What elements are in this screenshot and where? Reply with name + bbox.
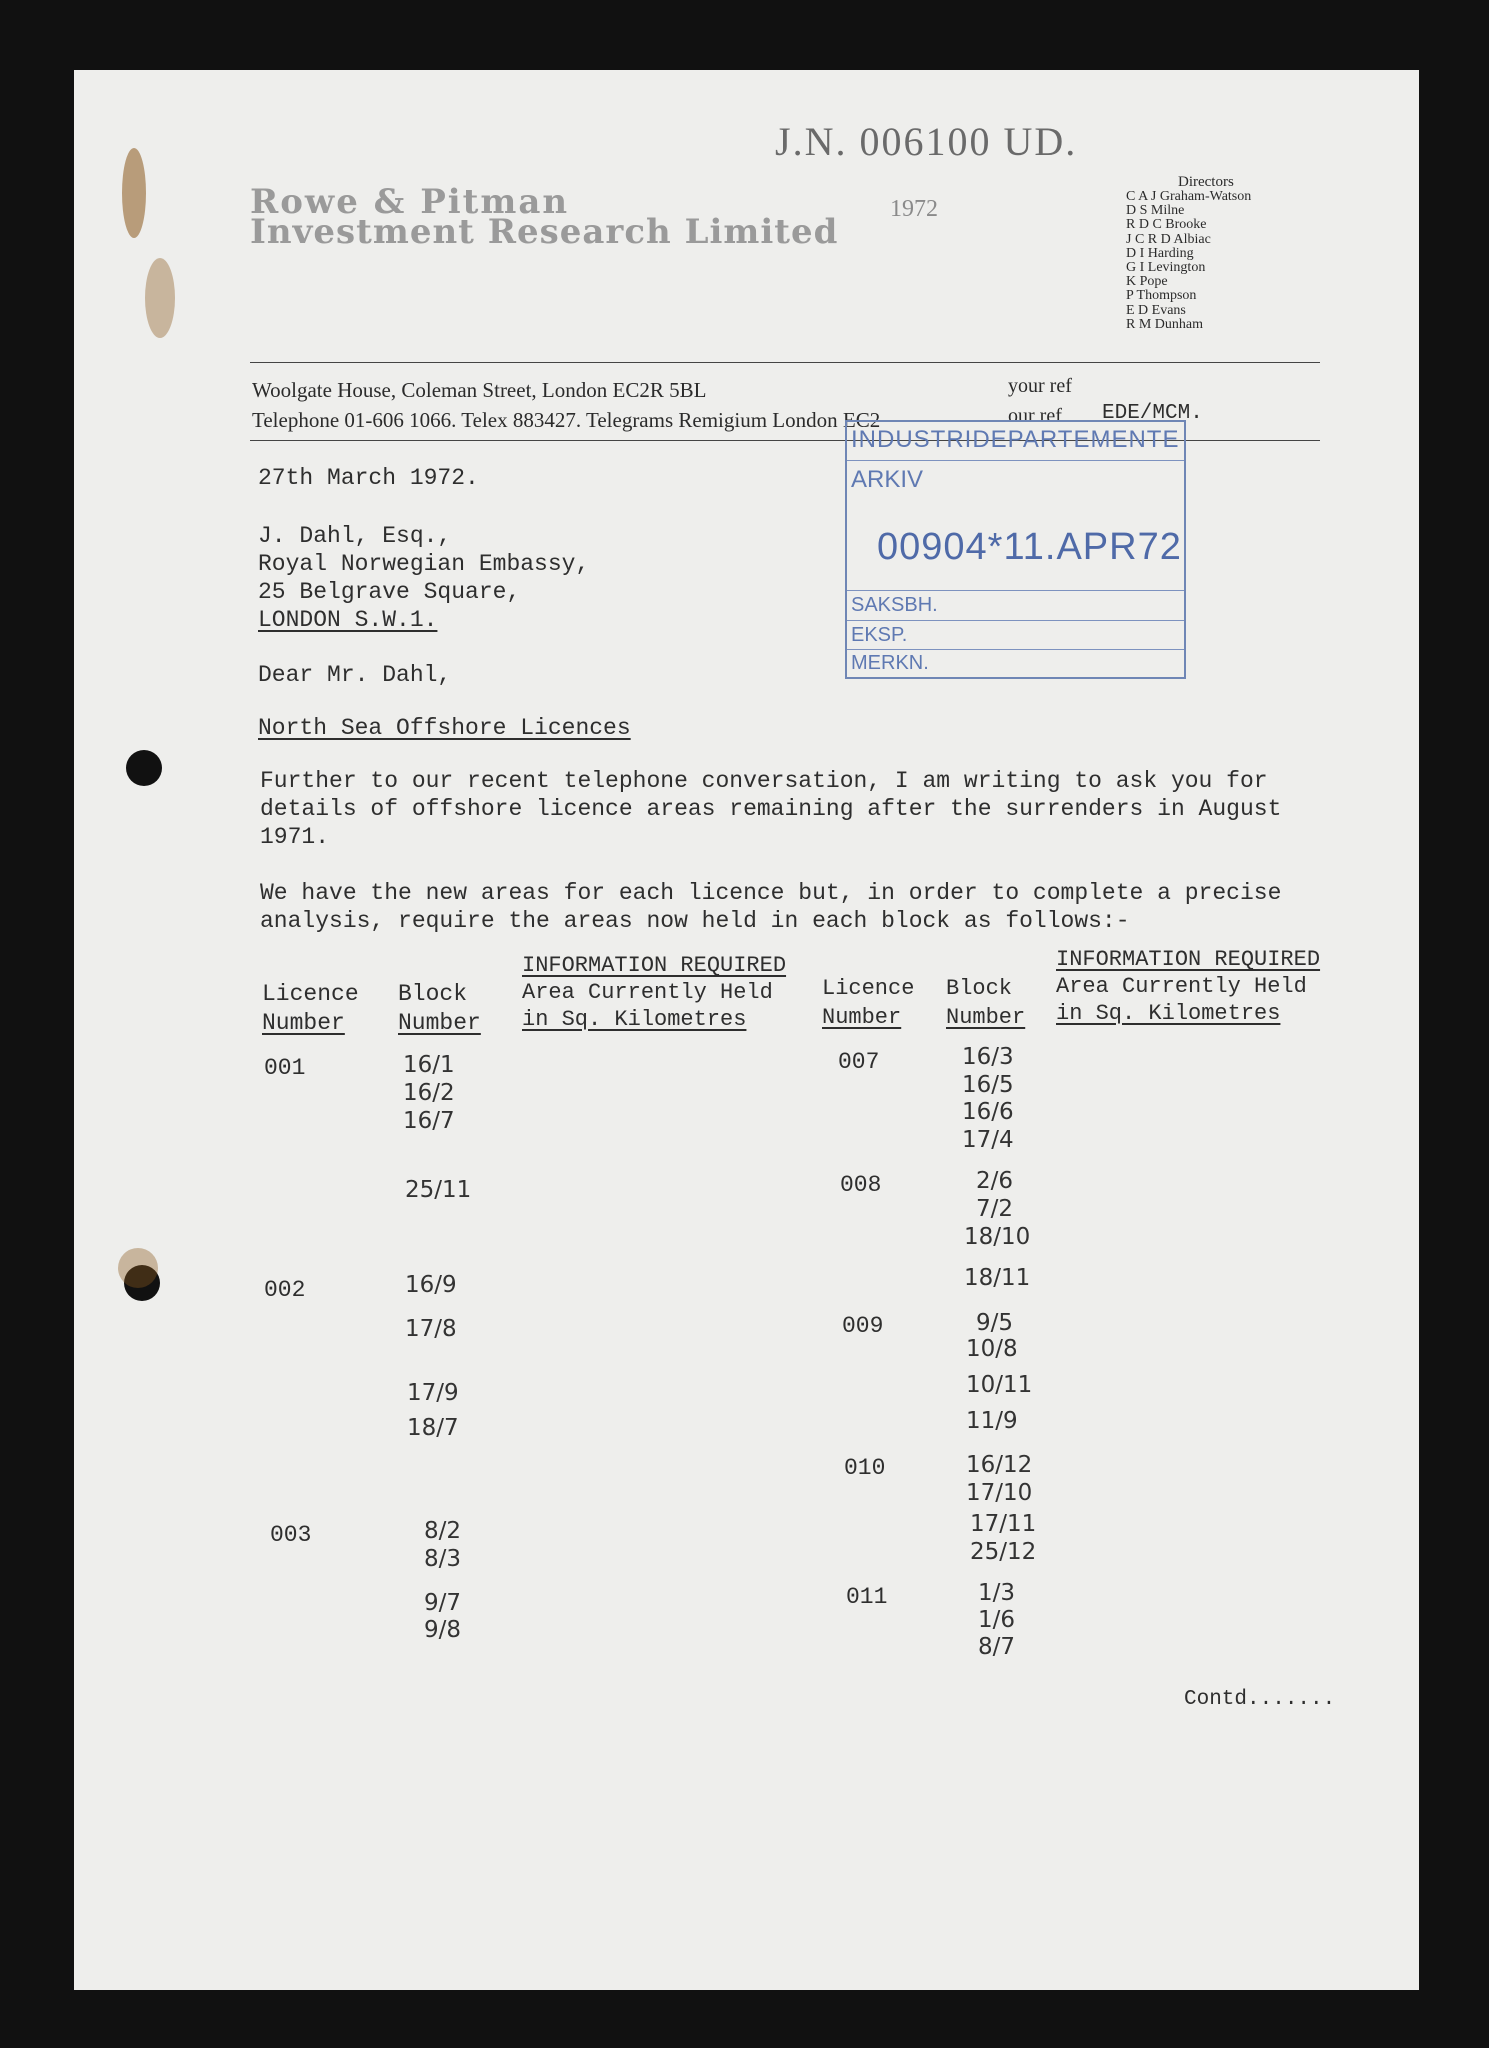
block-number-header-right: Block Number [946,976,1026,1030]
licence-009: 009 [842,1313,884,1339]
block-cell: 9/7 [424,1590,462,1616]
director: R M Dunham [1126,316,1203,332]
block-cell: 17/8 [405,1316,457,1342]
paragraph-2-line: analysis, require the areas now held in each block as follows:- [260,908,1130,934]
block-cell: 17/10 [966,1480,1033,1506]
block-cell: 1/6 [978,1607,1016,1633]
block-cell: 17/9 [407,1380,459,1406]
block-cell: 18/10 [964,1224,1031,1250]
licence-002: 002 [264,1277,306,1303]
block-cell: 9/8 [424,1617,462,1643]
company-contact: Telephone 01-606 1066. Telex 883427. Telegrams Remigium London EC2 [252,408,881,432]
punch-hole-top [126,750,162,786]
recipient-city: LONDON S.W.1. [258,607,438,633]
licence-007: 007 [838,1049,880,1075]
info-required-header-right: INFORMATION REQUIRED Area Currently Held in Sq. Kilometres [1056,947,1321,1026]
licence-001: 001 [264,1055,306,1081]
block-cell: 11/9 [966,1408,1018,1434]
paragraph-2-line: We have the new areas for each licence but, in order to complete a precise [260,880,1282,906]
block-cell: 25/12 [970,1539,1037,1565]
archive-stamp [845,420,1186,679]
block-cell: 8/3 [424,1546,462,1572]
stamp-divider [847,620,1184,621]
stamp-divider [847,460,1184,461]
stamp-eksp: EKSP. [851,624,908,646]
directors-list [1126,190,1251,332]
block-cell: 16/5 [962,1072,1014,1098]
director: D S Milne [1126,203,1185,219]
your-ref-label: your ref [1008,375,1072,397]
block-cell: 16/3 [962,1044,1014,1070]
subject-line: North Sea Offshore Licences [258,715,631,741]
director: G I Levington [1126,260,1206,276]
salutation: Dear Mr. Dahl, [258,662,452,688]
company-address: Woolgate House, Coleman Street, London EC2R 5BL [252,378,707,402]
stamp-divider [847,649,1184,650]
block-cell: 10/8 [966,1336,1018,1362]
rust-stain [118,1248,158,1288]
stamp-number: 00904*11.APR72 [877,526,1182,568]
block-number-header: Block Number [398,981,481,1036]
block-cell: 8/7 [978,1634,1016,1660]
block-cell: 9/5 [976,1310,1014,1336]
recipient-street: 25 Belgrave Square, [258,579,521,605]
block-cell: 16/9 [405,1272,457,1298]
block-cell: 18/11 [964,1265,1031,1291]
jn-stamp: J.N. 006100 UD. [775,119,1078,164]
company-name-line2: Investment Research Limited [250,212,839,252]
licence-011: 011 [846,1584,888,1610]
block-cell: 17/4 [962,1127,1014,1153]
block-cell: 7/2 [976,1196,1014,1222]
block-cell: 16/2 [403,1080,455,1106]
stamp-divider [847,590,1184,591]
director: K Pope [1126,274,1168,290]
director: E D Evans [1126,302,1186,318]
block-cell: 16/6 [962,1099,1014,1125]
block-cell: 10/11 [966,1372,1033,1398]
block-cell: 1/3 [978,1580,1016,1606]
our-ref-value: EDE/MCM. [1102,402,1203,425]
stamp-archive: ARKIV [851,466,924,493]
rust-stain [145,258,175,338]
recipient-org: Royal Norwegian Embassy, [258,551,590,577]
director: D I Harding [1126,245,1194,261]
stamp-dept: INDUSTRIDEPARTEMENTE [851,426,1180,453]
director: P Thompson [1126,288,1197,304]
director: C A J Graham-Watson [1126,189,1252,204]
directors-label: Directors [1178,174,1234,190]
block-cell: 2/6 [976,1168,1014,1194]
licence-008: 008 [840,1172,882,1198]
block-cell: 16/12 [966,1452,1033,1478]
block-cell: 16/1 [403,1052,455,1078]
block-cell: 25/11 [405,1177,472,1203]
recipient-name: J. Dahl, Esq., [258,523,452,549]
block-cell: 8/2 [424,1518,462,1544]
licence-number-header: Licence Number [262,981,359,1036]
licence-003: 003 [270,1522,312,1548]
header-rule-top [250,362,1320,363]
our-ref-label: our ref [1008,405,1062,427]
paragraph-1-line: details of offshore licence areas remaining after the surrenders in August [260,796,1282,822]
block-cell: 16/7 [403,1108,455,1134]
year-stamp: 1972 [890,196,938,222]
director: R D C Brooke [1126,217,1207,233]
licence-010: 010 [844,1455,886,1481]
licence-number-header-right: Licence Number [822,976,915,1030]
company-name-line1: Rowe & Pitman [250,182,570,222]
letter-date: 27th March 1972. [258,465,479,491]
paragraph-1-line: Further to our recent telephone conversation, I am writing to ask you for [260,768,1268,794]
block-cell: 18/7 [407,1415,459,1441]
continued-note: Contd....... [1184,1688,1336,1711]
paragraph-1-line: 1971. [260,824,330,850]
rust-stain [122,148,146,238]
info-required-header: INFORMATION REQUIRED Area Currently Held in Sq. Kilometres [522,953,787,1032]
block-cell: 17/11 [970,1511,1037,1537]
stamp-merkn: MERKN. [851,652,929,674]
director: J C R D Albiac [1126,231,1211,247]
stamp-saksbh: SAKSBH. [851,594,938,616]
